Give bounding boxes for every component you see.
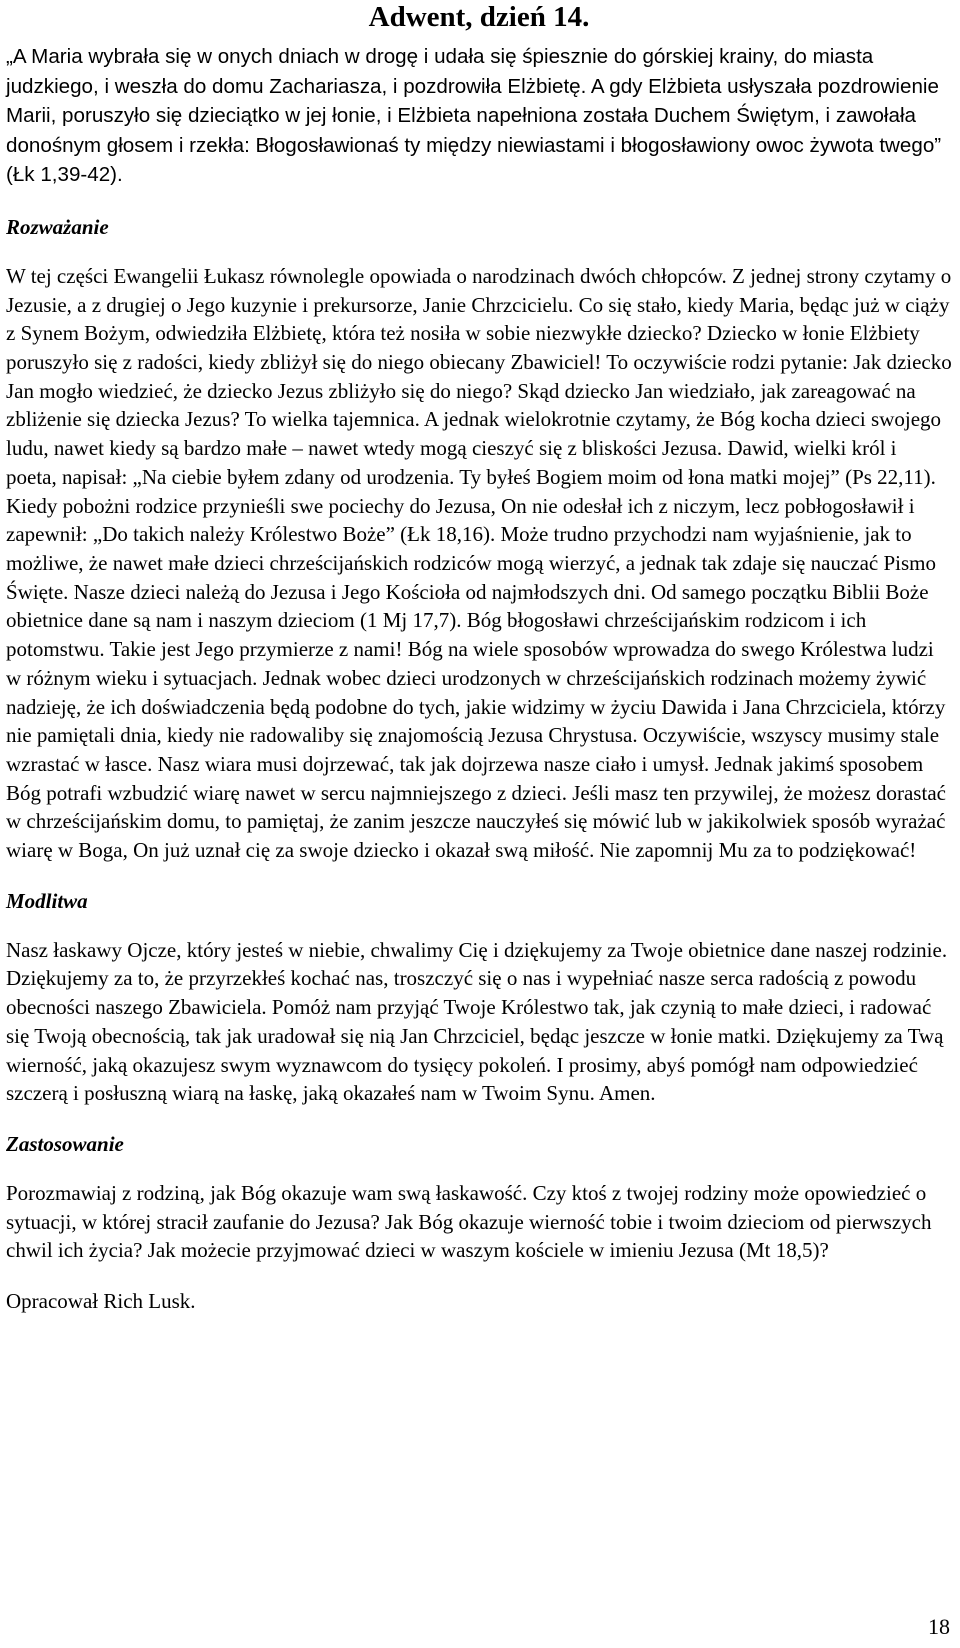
page-title: Adwent, dzień 14.	[368, 1, 590, 33]
document-page	[6, 0, 952, 1316]
page-number: 18	[928, 1614, 950, 1639]
author-credit: Opracował Rich Lusk.	[6, 1289, 196, 1314]
scripture-quote: „A Maria wybrała się w onych dniach w drogę i udała się śpiesznie do górskiej krainy, do miasta judzkiego, i weszła do domu Zachariasza, i pozdrowiła Elżbietę. A gdy Elżbieta usłyszała pozdrowienie Marii, poruszyło się dzieciątko w jej łonie, i Elżbieta napełniona została Duchem Świętym, i zawołała donośnym głosem i rzekła: Błogosławionaś ty między niewiastami i błogosławiony owoc żywota twego” (Łk 1,39-42).	[6, 45, 942, 187]
prayer-paragraph: Nasz łaskawy Ojcze, który jesteś w niebie, chwalimy Cię i dziękujemy za Twoje obietnice dane naszej rodzinie. Dziękujemy za to, że przyrzekłeś kochać nas, troszczyć się o nas i wypełniać nasze serca radością z powodu obecności naszego Zbawiciela. Pomóż nam przyjąć Twoje Królestwo tak, jak czynią to małe dzieci, i radować się Twoją obecnością, tak jak uradował się nią Jan Chrzciciel, będąc jeszcze w łonie matki. Dziękujemy za Twą wierność, jaką okazujesz swym wyznawcom do tysięcy pokoleń. I prosimy, abyś pomógł nam odpowiedzieć szczerą i posłuszną wiarą na łaskę, jaką okazałeś nam w Twoim Synu. Amen.	[6, 937, 948, 1106]
reflection-heading: Rozważanie	[6, 214, 109, 239]
prayer-heading: Modlitwa	[6, 888, 88, 913]
application-heading: Zastosowanie	[6, 1131, 124, 1156]
reflection-paragraph: W tej części Ewangelii Łukasz równolegle opowiada o narodzinach dwóch chłopców. Z jednej strony czytamy o Jezusie, a z drugiej o Jego kuzynie i prekursorze, Janie Chrzcicielu. Co się stało, kiedy Maria, będąc już w ciąży z Synem Bożym, odwiedziła Elżbietę, która też nosiła w sobie niezwykłe dziecko? Dziecko w łonie Elżbiety poruszyło się z radości, kiedy zbliżył się do niego obiecany Zbawiciel! To oczywiście rodzi pytanie: Jak dziecko Jan mogło wiedzieć, że dziecko Jezus zbliżyło się do niego? Skąd dziecko Jan wiedziało, jak zareagować na zbliżenie się dziecka Jezus? To wielka tajemnica. A jednak wielokrotnie czytamy, że Bóg kocha dzieci swojego ludu, nawet kiedy są bardzo małe – nawet wtedy mogą cieszyć się z bliskości Jezusa. Dawid, wielki król i poeta, napisał: „Na ciebie byłem zdany od urodzenia. Ty byłeś Bogiem moim od łona matki mojej” (Ps 22,11). Kiedy pobożni rodzice przynieśli swe pociechy do Jezusa, On nie odesłał ich z niczym, lecz pobłogosławił i zapewnił: „Do takich należy Królestwo Boże” (Łk 18,16). Może trudno przychodzi nam wyjaśnienie, jak to możliwe, że nawet małe dzieci chrześcijańskich rodziców mogą wierzyć, a jednak tak zdaje się nauczać Pismo Święte. Nasze dzieci należą do Jezusa i Jego Kościoła od najmłodszych dni. Od samego początku Biblii Boże obietnice dane są nam i naszym dzieciom (1 Mj 17,7). Bóg błogosławi chrześcijańskim rodzicom i ich potomstwu. Takie jest Jego przymierze z nami! Bóg na wiele sposobów wprowadza do swego Królestwa ludzi w różnym wieku i sytuacjach. Jednak wobec dzieci urodzonych w chrześcijańskich rodzinach możemy żywić nadzieję, że ich doświadczenia będą podobne do tych, jakie widzimy w życiu Dawida i Jana Chrzciciela, którzy nie pamiętali dnia, kiedy nie radowaliby się znajomością Jezusa Chrystusa. Oczywiście, wszyscy musimy stale wzrastać w łasce. Nasz wiara musi dojrzewać, tak jak dojrzewa nasze ciało i umysł. Jednak jakimś sposobem Bóg potrafi wzbudzić wiarę nawet w sercu najmniejszego z dzieci. Jeśli masz ten przywilej, że możesz dorastać w chrześcijańskim domu, to pamiętaj, że zanim jeszcze nauczyłeś się mówić lub w jakikolwiek sposób wyrażać wiarę w Boga, On już uznał cię za swoje dziecko i okazał swą miłość. Nie zapomnij Mu za to podziękować!	[6, 263, 952, 863]
application-paragraph: Porozmawiaj z rodziną, jak Bóg okazuje wam swą łaskawość. Czy ktoś z twojej rodziny może opowiedzieć o sytuacji, w której stracił zaufanie do Jezusa? Jak Bóg okazuje wierność tobie i twoim dzieciom od pierwszych chwil ich życia? Jak możecie przyjmować dzieci w waszym kościele w imieniu Jezusa (Mt 18,5)?	[6, 1180, 932, 1263]
